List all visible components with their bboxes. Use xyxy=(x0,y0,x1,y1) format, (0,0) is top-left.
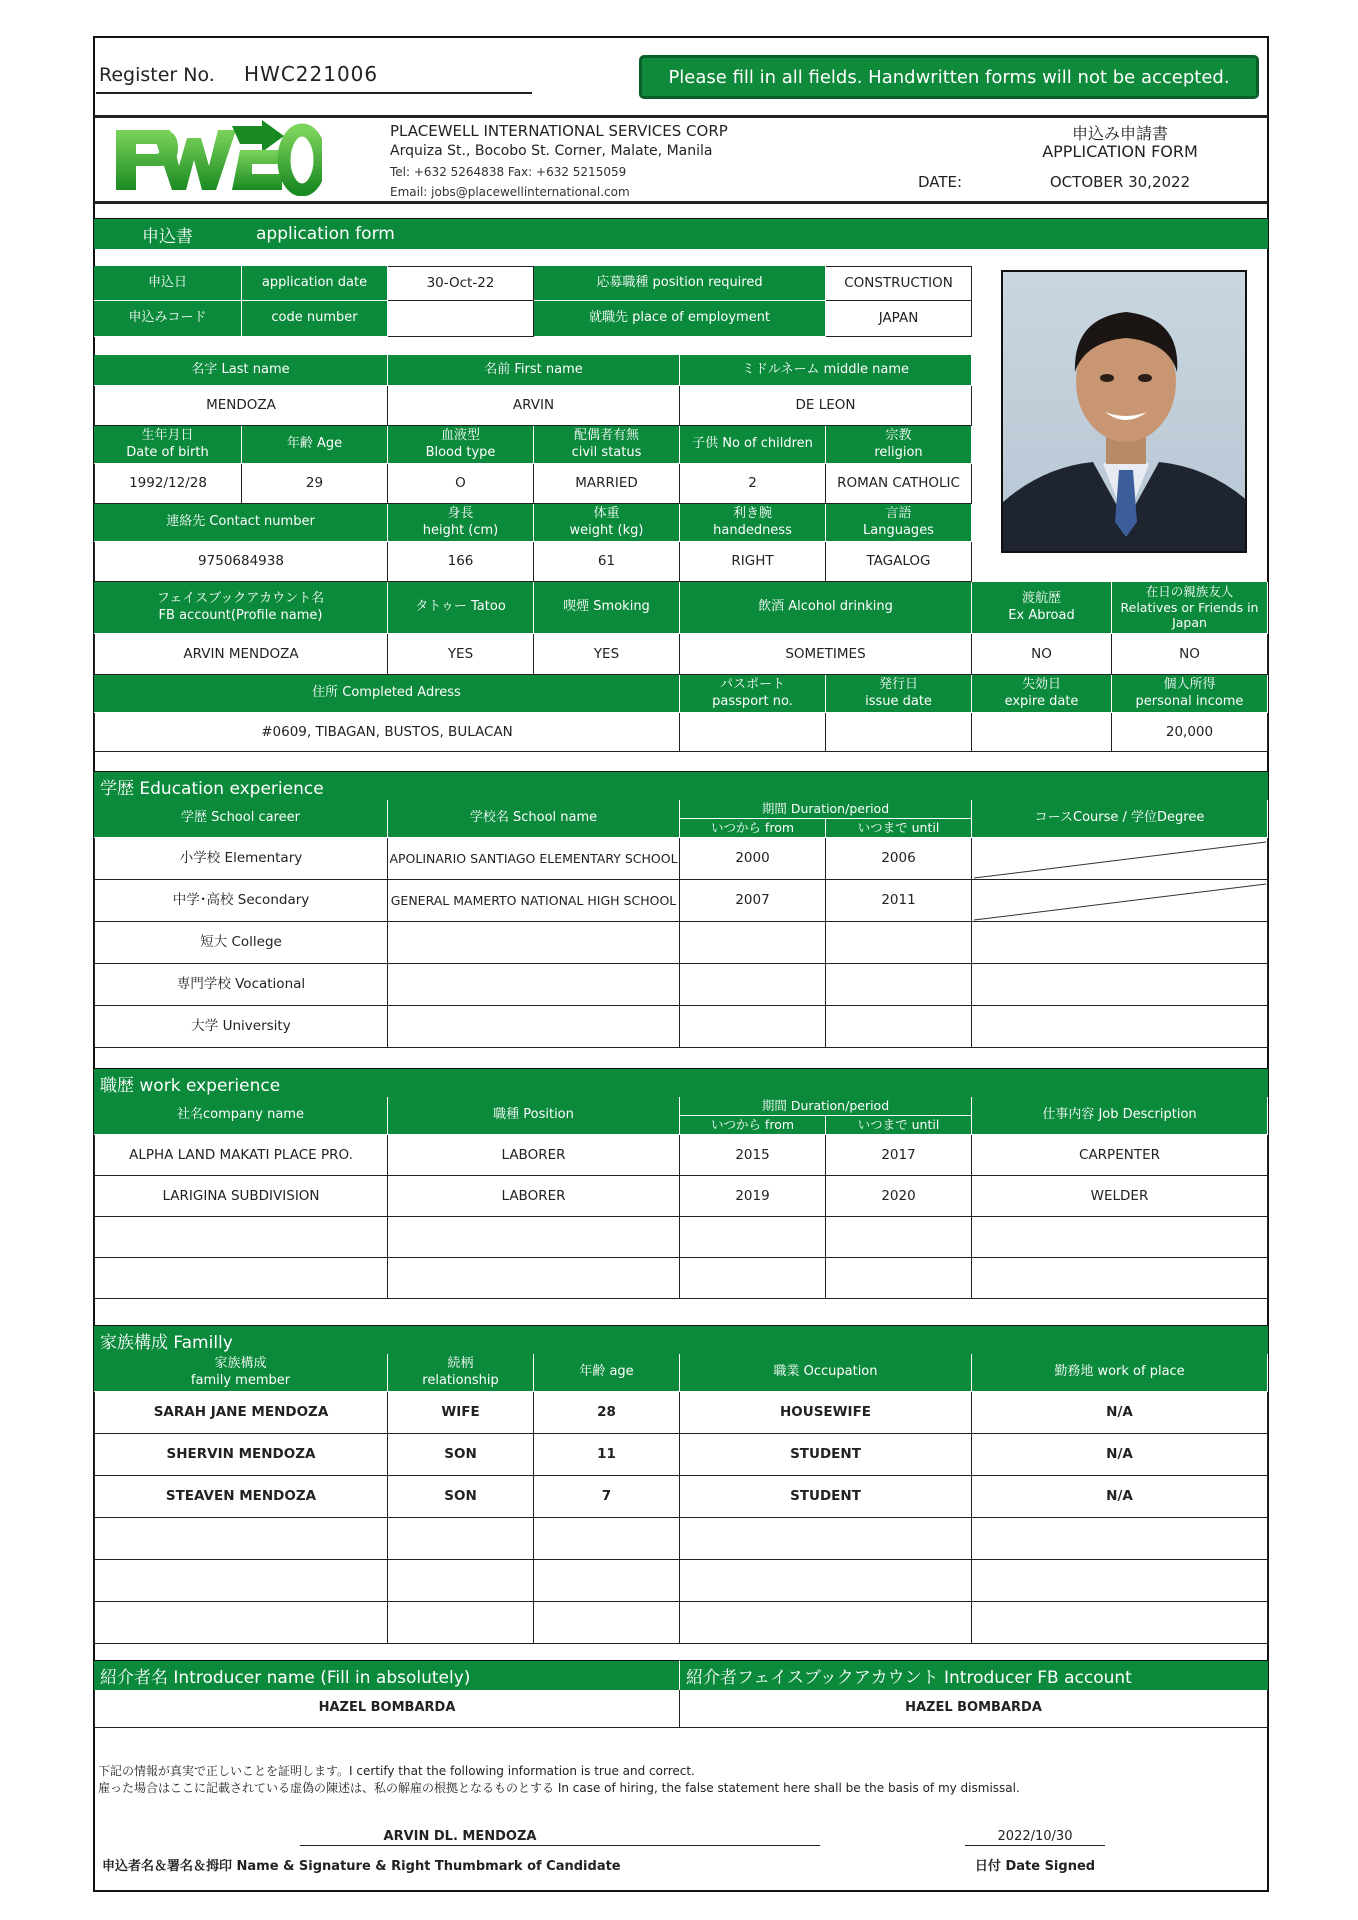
abroad-label-jp: 渡航歴 xyxy=(1021,591,1061,607)
work-position-label: 職種 Position xyxy=(388,1097,680,1135)
edu-cell-course[interactable] xyxy=(972,922,1268,964)
work-cell-job[interactable] xyxy=(972,1258,1268,1299)
family-cell-member[interactable] xyxy=(94,1602,388,1644)
smoking-label: 喫煙 Smoking xyxy=(534,582,680,634)
work-cell-until[interactable]: 2017 xyxy=(826,1135,972,1176)
company-tel: Tel: +632 5264838 Fax: +632 5215059 xyxy=(390,165,627,179)
work-cell-job[interactable]: CARPENTER xyxy=(972,1135,1268,1176)
edu-cell-career[interactable]: 短大 College xyxy=(94,922,388,964)
edu-cell-career[interactable]: 大学 University xyxy=(94,1006,388,1048)
hand-label xyxy=(680,504,826,542)
notice-banner xyxy=(639,55,1259,99)
middle-name-label: ミドルネーム middle name xyxy=(680,355,972,386)
civil-value[interactable]: MARRIED xyxy=(534,464,680,504)
family-cell-member[interactable]: SHERVIN MENDOZA xyxy=(94,1434,388,1476)
edu-cell-course[interactable] xyxy=(972,964,1268,1006)
hand-label-jp: 利き腕 xyxy=(732,506,772,522)
family-workplace-label: 勤務地 work of place xyxy=(972,1354,1268,1392)
work-cell-company[interactable] xyxy=(94,1258,388,1299)
edu-cell-from[interactable] xyxy=(680,1006,826,1048)
children-value[interactable]: 2 xyxy=(680,464,826,504)
family-cell-occupation[interactable]: HOUSEWIFE xyxy=(680,1392,972,1434)
edu-cell-school[interactable]: GENERAL MAMERTO NATIONAL HIGH SCHOOL xyxy=(388,880,680,922)
passport-value[interactable] xyxy=(680,713,826,752)
company-name: PLACEWELL INTERNATIONAL SERVICES CORP xyxy=(390,122,728,140)
signed-date-label: 日付 Date Signed xyxy=(974,1859,1096,1874)
introducer-name-value[interactable]: HAZEL BOMBARDA xyxy=(94,1690,680,1728)
family-cell-occupation[interactable]: STUDENT xyxy=(680,1476,972,1518)
date-value: OCTOBER 30,2022 xyxy=(1049,173,1191,191)
place-value[interactable]: JAPAN xyxy=(826,301,972,337)
abroad-label xyxy=(972,582,1112,634)
relatives-label-jp: 在日の親族友人 xyxy=(1145,584,1234,600)
hand-label-en: handedness xyxy=(713,522,792,538)
edu-from-label: いつから from xyxy=(680,819,826,838)
family-relation-label xyxy=(388,1354,534,1392)
lang-label-en: Languages xyxy=(863,522,934,538)
work-until-label: いつまで until xyxy=(826,1116,972,1135)
introducer-fb-value[interactable]: HAZEL BOMBARDA xyxy=(680,1690,1268,1728)
edu-cell-career[interactable]: 小学校 Elementary xyxy=(94,838,388,880)
code-label-en: code number xyxy=(242,301,388,337)
first-name-value[interactable]: ARVIN xyxy=(388,386,680,426)
application-section-en: application form xyxy=(256,224,395,244)
civil-label-jp: 配偶者有無 xyxy=(573,428,639,444)
expire-value[interactable] xyxy=(972,713,1112,752)
app-date-value[interactable]: 30-Oct-22 xyxy=(388,266,534,301)
height-label-en: height (cm) xyxy=(422,522,499,538)
signed-date-value[interactable]: 2022/10/30 xyxy=(997,1829,1073,1844)
family-cell-age[interactable] xyxy=(534,1560,680,1602)
height-label-jp: 身長 xyxy=(447,506,474,522)
work-cell-company[interactable] xyxy=(94,1217,388,1258)
religion-label-en: religion xyxy=(874,444,923,460)
family-relation-label-en: relationship xyxy=(422,1372,499,1388)
dob-value[interactable]: 1992/12/28 xyxy=(94,464,242,504)
family-cell-occupation[interactable] xyxy=(680,1560,972,1602)
form-title-en: APPLICATION FORM xyxy=(1042,142,1198,161)
income-label-jp: 個人所得 xyxy=(1163,677,1216,693)
edu-school-label: 学校名 School name xyxy=(388,800,680,838)
family-cell-workplace[interactable] xyxy=(972,1560,1268,1602)
expire-label xyxy=(972,675,1112,713)
family-cell-age[interactable]: 11 xyxy=(534,1434,680,1476)
last-name-value[interactable]: MENDOZA xyxy=(94,386,388,426)
height-value[interactable]: 166 xyxy=(388,542,534,582)
edu-course-label: コースCourse / 学位Degree xyxy=(972,800,1268,838)
app-date-label-jp: 申込日 xyxy=(94,266,242,301)
fb-label-jp: フェイスブックアカウント名 xyxy=(156,591,325,607)
position-value[interactable]: CONSTRUCTION xyxy=(826,266,972,301)
work-duration-label: 期間 Duration/period xyxy=(680,1097,972,1116)
civil-label xyxy=(534,426,680,464)
application-section-jp: 申込書 xyxy=(142,226,193,247)
edu-cell-until[interactable] xyxy=(826,1006,972,1048)
middle-name-value[interactable]: DE LEON xyxy=(680,386,972,426)
address-value[interactable]: #0609, TIBAGAN, BUSTOS, BULACAN xyxy=(94,713,680,752)
work-company-label: 社名company name xyxy=(94,1097,388,1135)
last-name-label: 名字 Last name xyxy=(94,355,388,386)
family-member-label-jp: 家族構成 xyxy=(214,1356,267,1372)
tattoo-label: タトゥー Tatoo xyxy=(388,582,534,634)
work-cell-company[interactable]: ALPHA LAND MAKATI PLACE PRO. xyxy=(94,1135,388,1176)
certify-line-2: 雇った場合はここに記載されている虚偽の陳述は、私の解雇の根拠となるものとする In case of hiring, the false statement here shall be the basis of my dismissal. xyxy=(98,1781,1020,1795)
income-label xyxy=(1112,675,1268,713)
first-name-label: 名前 First name xyxy=(388,355,680,386)
weight-label-en: weight (kg) xyxy=(569,522,644,538)
family-cell-workplace[interactable]: N/A xyxy=(972,1434,1268,1476)
expire-label-jp: 失効日 xyxy=(1021,677,1061,693)
family-cell-relation[interactable] xyxy=(388,1602,534,1644)
work-cell-from[interactable] xyxy=(680,1258,826,1299)
height-label xyxy=(388,504,534,542)
family-cell-relation[interactable] xyxy=(388,1518,534,1560)
edu-cell-career[interactable]: 専門学校 Vocational xyxy=(94,964,388,1006)
work-cell-position[interactable] xyxy=(388,1217,680,1258)
work-cell-from[interactable]: 2019 xyxy=(680,1176,826,1217)
dob-label xyxy=(94,426,242,464)
signer-name[interactable]: ARVIN DL. MENDOZA xyxy=(383,1829,537,1844)
signed-date-underline xyxy=(965,1845,1105,1846)
company-address: Arquiza St., Bocobo St. Corner, Malate, Manila xyxy=(390,143,713,159)
family-cell-member[interactable] xyxy=(94,1518,388,1560)
relatives-label-en: Relatives or Friends in Japan xyxy=(1120,599,1259,631)
contact-value[interactable]: 9750684938 xyxy=(94,542,388,582)
abroad-value[interactable]: NO xyxy=(972,634,1112,675)
edu-cell-from[interactable] xyxy=(680,922,826,964)
income-label-en: personal income xyxy=(1135,693,1244,709)
blood-label-en: Blood type xyxy=(425,444,496,460)
relatives-label xyxy=(1112,582,1268,634)
blood-value[interactable]: O xyxy=(388,464,534,504)
family-cell-member[interactable]: SARAH JANE MENDOZA xyxy=(94,1392,388,1434)
register-underline xyxy=(96,92,532,94)
edu-cell-until[interactable] xyxy=(826,922,972,964)
family-cell-workplace[interactable]: N/A xyxy=(972,1392,1268,1434)
code-value[interactable] xyxy=(388,301,534,337)
lang-label xyxy=(826,504,972,542)
place-label: 就職先 place of employment xyxy=(534,301,826,337)
tattoo-value[interactable]: YES xyxy=(388,634,534,675)
passport-label-jp: パスポート xyxy=(719,677,785,693)
code-label-jp: 申込みコード xyxy=(94,301,242,337)
application-section-header xyxy=(94,218,1268,249)
edu-cell-career[interactable]: 中学･高校 Secondary xyxy=(94,880,388,922)
introducer-name-header: 紹介者名 Introducer name (Fill in absolutely) xyxy=(94,1660,680,1690)
family-cell-member[interactable]: STEAVEN MENDOZA xyxy=(94,1476,388,1518)
blood-label xyxy=(388,426,534,464)
issue-label-en: issue date xyxy=(865,693,932,709)
work-cell-job[interactable]: WELDER xyxy=(972,1176,1268,1217)
work-cell-position[interactable] xyxy=(388,1258,680,1299)
family-cell-relation[interactable]: WIFE xyxy=(388,1392,534,1434)
edu-cell-until[interactable] xyxy=(826,964,972,1006)
family-member-label xyxy=(94,1354,388,1392)
edu-cell-course[interactable] xyxy=(972,1006,1268,1048)
family-cell-workplace[interactable] xyxy=(972,1602,1268,1644)
religion-value[interactable]: ROMAN CATHOLIC xyxy=(826,464,972,504)
edu-cell-until[interactable]: 2006 xyxy=(826,838,972,880)
family-cell-age[interactable] xyxy=(534,1602,680,1644)
civil-label-en: civil status xyxy=(571,444,642,460)
weight-value[interactable]: 61 xyxy=(534,542,680,582)
passport-label-en: passport no. xyxy=(712,693,793,709)
edu-cell-school[interactable] xyxy=(388,922,680,964)
fb-label xyxy=(94,582,388,634)
company-email: Email: jobs@placewellinternational.com xyxy=(390,185,630,199)
alcohol-label: 飲酒 Alcohol drinking xyxy=(680,582,972,634)
alcohol-value[interactable]: SOMETIMES xyxy=(680,634,972,675)
work-cell-job[interactable] xyxy=(972,1217,1268,1258)
work-from-label: いつから from xyxy=(680,1116,826,1135)
family-cell-workplace[interactable]: N/A xyxy=(972,1476,1268,1518)
register-number: HWC221006 xyxy=(244,62,379,86)
family-cell-relation[interactable]: SON xyxy=(388,1476,534,1518)
family-cell-age[interactable] xyxy=(534,1518,680,1560)
family-occupation-label: 職業 Occupation xyxy=(680,1354,972,1392)
work-cell-company[interactable]: LARIGINA SUBDIVISION xyxy=(94,1176,388,1217)
family-cell-workplace[interactable] xyxy=(972,1518,1268,1560)
issue-label xyxy=(826,675,972,713)
edu-cell-school[interactable] xyxy=(388,964,680,1006)
header-bottom-rule xyxy=(94,201,1268,204)
work-job-label: 仕事内容 Job Description xyxy=(972,1097,1268,1135)
work-cell-until[interactable]: 2020 xyxy=(826,1176,972,1217)
dob-label-en: Date of birth xyxy=(126,444,209,460)
header-top-rule xyxy=(94,115,1268,118)
edu-cell-from[interactable]: 2007 xyxy=(680,880,826,922)
passport-label xyxy=(680,675,826,713)
certify-line-1: 下記の情報が真実で正しいことを証明します。I certify that the following information is true and correct. xyxy=(98,1764,695,1778)
work-cell-from[interactable] xyxy=(680,1217,826,1258)
blood-label-jp: 血液型 xyxy=(440,428,480,444)
expire-label-en: expire date xyxy=(1004,693,1079,709)
family-cell-age[interactable]: 7 xyxy=(534,1476,680,1518)
contact-label: 連絡先 Contact number xyxy=(94,504,388,542)
work-cell-position[interactable]: LABORER xyxy=(388,1135,680,1176)
edu-cell-school[interactable] xyxy=(388,1006,680,1048)
family-cell-occupation[interactable]: STUDENT xyxy=(680,1434,972,1476)
form-title-jp: 申込み申請書 xyxy=(1071,124,1168,143)
edu-duration-label: 期間 Duration/period xyxy=(680,800,972,819)
position-label: 応募職種 position required xyxy=(534,266,826,301)
education-section-header: 学歴 Education experience xyxy=(94,771,1268,800)
age-value[interactable]: 29 xyxy=(242,464,388,504)
abroad-label-en: Ex Abroad xyxy=(1008,607,1075,623)
family-section-header: 家族構成 Familly xyxy=(94,1325,1268,1354)
edu-cell-until[interactable]: 2011 xyxy=(826,880,972,922)
dob-label-jp: 生年月日 xyxy=(141,428,194,444)
family-cell-occupation[interactable] xyxy=(680,1518,972,1560)
edu-cell-school[interactable]: APOLINARIO SANTIAGO ELEMENTARY SCHOOL xyxy=(388,838,680,880)
religion-label xyxy=(826,426,972,464)
register-label: Register No. xyxy=(99,64,215,86)
family-cell-occupation[interactable] xyxy=(680,1602,972,1644)
relatives-value[interactable]: NO xyxy=(1112,634,1268,675)
date-label: DATE: xyxy=(918,173,963,191)
work-cell-until[interactable] xyxy=(826,1258,972,1299)
smoking-value[interactable]: YES xyxy=(534,634,680,675)
introducer-fb-header: 紹介者フェイスブックアカウント Introducer FB account xyxy=(680,1660,1268,1690)
income-value[interactable]: 20,000 xyxy=(1112,713,1268,752)
fb-value[interactable]: ARVIN MENDOZA xyxy=(94,634,388,675)
notice-text: Please fill in all fields. Handwritten forms will not be accepted. xyxy=(668,66,1230,88)
religion-label-jp: 宗教 xyxy=(885,428,912,444)
work-cell-position[interactable]: LABORER xyxy=(388,1176,680,1217)
edu-strike-lines xyxy=(972,838,1268,922)
family-cell-relation[interactable] xyxy=(388,1560,534,1602)
issue-value[interactable] xyxy=(826,713,972,752)
family-cell-age[interactable]: 28 xyxy=(534,1392,680,1434)
weight-label-jp: 体重 xyxy=(593,506,620,522)
family-cell-member[interactable] xyxy=(94,1560,388,1602)
app-date-label-en: application date xyxy=(242,266,388,301)
signer-underline xyxy=(300,1845,820,1846)
work-cell-until[interactable] xyxy=(826,1217,972,1258)
issue-label-jp: 発行日 xyxy=(878,677,918,693)
family-cell-relation[interactable]: SON xyxy=(388,1434,534,1476)
edu-cell-from[interactable] xyxy=(680,964,826,1006)
family-relation-label-jp: 続柄 xyxy=(447,1356,474,1372)
company-logo xyxy=(112,120,322,196)
lang-value[interactable]: TAGALOG xyxy=(826,542,972,582)
family-age-label: 年齢 age xyxy=(534,1354,680,1392)
family-member-label-en: family member xyxy=(190,1372,291,1388)
edu-cell-from[interactable]: 2000 xyxy=(680,838,826,880)
weight-label xyxy=(534,504,680,542)
lang-label-jp: 言語 xyxy=(885,506,912,522)
applicant-photo xyxy=(1001,270,1247,553)
children-label: 子供 No of children xyxy=(680,426,826,464)
work-cell-from[interactable]: 2015 xyxy=(680,1135,826,1176)
work-section-header: 職歴 work experience xyxy=(94,1068,1268,1097)
edu-career-label: 学歴 School career xyxy=(94,800,388,838)
hand-value[interactable]: RIGHT xyxy=(680,542,826,582)
edu-until-label: いつまで until xyxy=(826,819,972,838)
fb-label-en: FB account(Profile name) xyxy=(158,607,323,623)
sign-label: 申込者名＆署名＆拇印 Name & Signature & Right Thumbmark of Candidate xyxy=(102,1859,621,1874)
age-label: 年齢 Age xyxy=(242,426,388,464)
address-label: 住所 Completed Adress xyxy=(94,675,680,713)
